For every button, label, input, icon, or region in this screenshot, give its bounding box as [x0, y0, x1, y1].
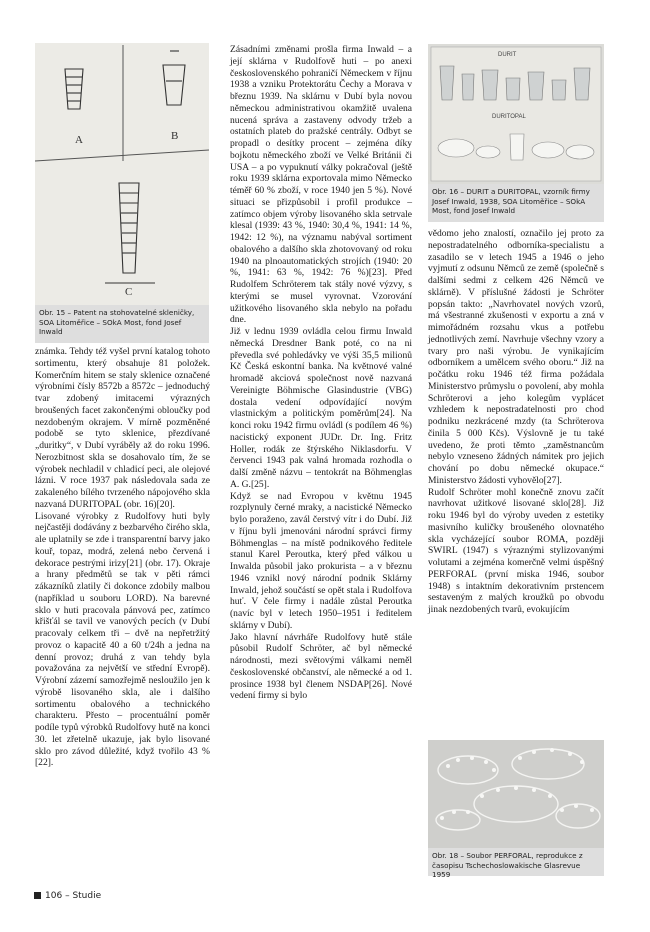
text-column-middle — [230, 44, 412, 702]
figure-15-label-c: C — [125, 286, 133, 298]
figure-15-image — [35, 43, 209, 305]
paragraph: Když se nad Evropou v květnu 1945 rozplynuly černé mraky, a nacistické Německo bylo poraženo, zavál čerstvý vítr i do Dubí. Již v říjnu byli jmenováni národní správci firmy Böhmenglas – na místě podnikového ředitele stanul Karel Peroutka, který před válkou u Inwalda působil jako prokurista – a v březnu 1946 vznikl nový národní podnik Sklárny Inwald, jehož součástí se opět stala i Rudolfova huť. V čele firmy i nadále zůstal Peroutka (navíc byl v letech 1950–1951 i ředitelem sklárny v Dubí). — [230, 490, 412, 631]
text-column-left — [35, 346, 210, 769]
perforal-glass-set-photo — [428, 740, 604, 848]
figure-16-label-duritopal: DURITOPAL — [492, 114, 526, 120]
durit-catalogue-sheet — [428, 44, 604, 184]
footer-square-icon — [34, 892, 41, 899]
figure-15-label-b: B — [171, 130, 179, 142]
figure-15-caption: Obr. 15 – Patent na stohovatelné skleničky, SOA Litoměřice – SOkA Most, fond Josef Inwald — [35, 305, 209, 343]
paragraph: Zásadními změnami prošla firma Inwald – a její sklárna v Rudolfově huti – po anexi československého pohraničí Německem v říjnu 1938 a vzniku Protektorátu Čechy a Morava v březnu 1939. Na sklárnu v Dubí byla novou německou administrativou okamžitě uvalena nucená správa a zastaveny odvody tržeb a ostatních plateb do pražské centrály. Odbyt se propadl o desítky procent – zejména díky bojkotu německého zboží ve Velké Británii či USA – a po vypuknutí války pokračoval (ještě roku 1939 sklárna exportovala mimo Německo téměř 60 % zboží, v roce 1940 jen 5 %). Nové situaci se přizpůsobil i profil produkce – zatímco objem výroby lisovaného skla setrvale klesal (1939: 43 %, 1940: 30,4 %, 1941: 14 %, 1942: 12 %), na významu nabýval sortiment obalového a dalšího skla zhotovovaný od roku 1940 na plnoautomatických strojích (1940: 20 %, 1941: 63 %, 1942: 76 %)[23]. Před Rudolfem Schröterem tak stály nové výzvy, s kterými se musel vyrovnat. Vzorování užitkového lisovaného skla nebylo na pořadu dne. — [230, 44, 412, 326]
paragraph: známka. Tehdy též vyšel první katalog tohoto sortimentu, který obsahuje 81 položek. Komerčním hitem se staly sklenice označené výrobními čísly 8572b a 8572c – jednoduchý tvar zdobený imitacemi výrazných broušených facet zakončenými obloučky pod nezdobeným okrajem. V mírně pozměněné podobě se tyto sklenice, přezdívané „duritky“, v Dubí vyráběly až do roku 1996. Nerozbitnost skla se dosahovalo tím, že se výrobek nechladil v chladicí peci, ale olejové lázni. V roce 1937 pak následovala sada ze zakaleného bílého tvrzeného nápojového skla nazvaná DURITOPAL (obr. 16)[20]. — [35, 346, 210, 510]
figure-16-image — [428, 44, 604, 184]
footer-section: Studie — [72, 891, 102, 901]
paragraph: Jako hlavní návrháře Rudolfovy hutě stále působil Rudolf Schröter, ač byl německé národnosti, mezi světovými válkami neměl československé občanství, ale německé a od 1. prosince 1938 byl členem NSDAP[26]. Nové vedení firmy si bylo — [230, 631, 412, 702]
footer-separator: – — [65, 891, 70, 901]
paragraph: Již v lednu 1939 ovládla celou firmu Inwald německá Dresdner Bank poté, co na ni převedla své pohledávky ve výši 35,5 milionů Kč Česká eskontní banka. Na květnové valné hromadě akciová společnost nově nazvaná Vereinigte Böhmische Glasindustrie (VBG) dostala vedení odpovídající novým vlastnickým a politickým poměrům[24]. Na konci roku 1942 firmu ovládl (s podílem 46 %) nacistický exponent JUDr. Dr. Ing. Fritz Holler, rodák ze štýrského Niklasdorfu. V červenci 1943 pak valná hromada rozhodla o další změně názvu – tentokrát na Böhmenglas A. G.[25]. — [230, 326, 412, 490]
figure-18-caption: Obr. 18 – Soubor PERFORAL, reprodukce z časopisu Tschechoslowakische Glasrevue 1959 — [428, 848, 604, 876]
figure-16-label-durit: DURIT — [498, 52, 517, 58]
patent-drawing — [35, 43, 209, 305]
text-column-right — [428, 228, 604, 616]
figure-16-caption: Obr. 16 – DURIT a DURITOPAL, vzorník firmy Josef Inwald, 1938, SOA Litoměřice – SOkA Most, fond Josef Inwald — [428, 184, 604, 222]
paragraph: Lisované výrobky z Rudolfovy huti byly nejčastěji dodávány z bezbarvého čirého skla, ale uplatnily se zde i transparentní barvy jako kouř, topaz, modrá, zelená nebo červená i dekorace pestrými irizy[21] (obr. 17). Okraje a hrany předmětů se tak v pěti rámci zákazníků zlatily či dokonce zdobily malbou (například u souboru LORD). Na barevné sklo v huti pracovala pánvová pec, zatímco křišťál se tavil ve vanových pecích (v Dubí pracovaly celkem tři – dvě na nepřetržitý provoz o kapacitě 40 a 60 t/24h a jedna na denní provoz; druhá z van tehdy byla považována za největší ve střední Evropě). Výrobní zázemí samozřejmě nesloužilo jen k výrobě lisovaného skla, ale i dalšího sortimentu obalového a technického charakteru. Přesto – procentuální poměr podíle typů výrobků Rudolfovy hutě na konci 30. let zřetelně ukazuje, jak bylo lisované sklo pro závod důležité, když tvořilo 43 %[22]. — [35, 510, 210, 769]
page-footer — [34, 891, 101, 901]
page-number: 106 — [45, 891, 63, 901]
figure-18-image — [428, 740, 604, 848]
paragraph: vědomo jeho znalostí, označilo jej proto za nepostradatelného odborníka-specialistu a zasadilo se v letech 1945 a 1946 o jeho vyjmutí z odsunu Němců ze země (společně s dalšími sedmi z celkem 426 Němců ve sklárně). V příslušné žádosti je Schröter popsán takto: „Navrhovatel nových vzorů, má všestranné zkušenosti v exportu a zná v mimořádném rozsahu vkus a potřebu jednotlivých zemí. Navrhuje všechny vzory a tvary pro naši výrobu. Je vynikajícím odborníkem a umělcem svého oboru.“ Již na počátku roku 1946 též firma požádala Ministerstvo průmyslu o povolení, aby mohla Schröterovi a jeho kolegům vyplácet vzhledem k nepostradatelnosti pro chod podniku nezkrácené mzdy (ta Schröterova činila 5 000 Kčs). Výslovně je tu také uvedeno, že proti těmto „zaměstnancům nebylo vzneseno žádných námitek pro jejich chování po dobu německé okupace.“ Ministerstvo žádosti vyhovělo[27]. — [428, 228, 604, 486]
figure-15-label-a: A — [75, 134, 83, 146]
paragraph: Rudolf Schröter mohl konečně znovu začít navrhovat užitkové lisované sklo[28]. Již roku 1946 byl do výroby uveden z estetiky masivního kuličky broušeného olovnatého skla vycházející soubor ROMA, později SWIRL (1947) s výraznými stylizovanými volutami a zejména komerčně velmi úspěšný PERFORAL (první miska 1946, soubor 1948) s intaktním dekorativním prstencem sestaveným z malých kroužků po obvodu jinak nezdobených tvarů, evokujícím — [428, 486, 604, 615]
